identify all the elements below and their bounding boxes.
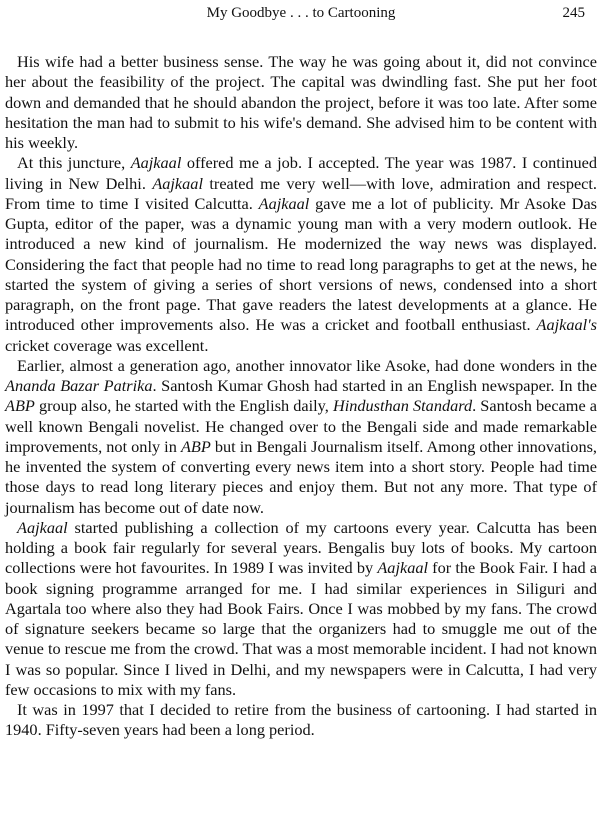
- page-number: 245: [562, 5, 585, 21]
- paragraph: At this juncture, Aajkaal offered me a job. I accepted. The year was 1987. I continued living in New Delhi. Aajkaal treated me very well—with love, admiration and respect. From time to time I visited Calcutta. Aajkaal gave me a lot of publicity. Mr Asoke Das Gupta, editor of the paper, was a dynamic young man with a very modern outlook. He introduced a new kind of journalism. He modernized the way news was displayed. Considering the fact that people had no time to read long paragraphs to get at the news, he started the system of giving a series of short versions of news, condensed into a short paragraph, on the front page. That gave readers the latest developments at a glance. He introduced other improvements also. He was a cricket and football enthusiast. Aajkaal's cricket coverage was excellent.: [5, 153, 598, 355]
- body-text: [5, 52, 597, 741]
- italic-title: Aajkaal: [130, 153, 182, 173]
- italic-title: Aajkaal: [17, 517, 68, 537]
- italic-title: Aajkaal: [377, 558, 428, 578]
- italic-title: Aajkaal's: [536, 315, 597, 335]
- paragraph: Earlier, almost a generation ago, another innovator like Asoke, had done wonders in the Ananda Bazar Patrika. Santosh Kumar Ghosh had started in an English newspaper. In the ABP group also, he started with the English daily, Hindusthan Standard. Santosh became a well known Bengali novelist. He changed over to the Bengali side and made remarkable improvements, not only in ABP but in Bengali Journalism itself. Among other innovations, he invented the system of converting every news item into a short story. People had time those days to read long literary pieces and enjoy them. But not any more. That type of journalism has become out of date now.: [5, 355, 597, 517]
- running-title: My Goodbye . . . to Cartooning: [206, 5, 396, 21]
- italic-title: ABP: [180, 436, 211, 456]
- paragraph: It was in 1997 that I decided to retire from the business of cartooning. I had started in 1940. Fifty-seven years had been a long period.: [5, 700, 597, 740]
- italic-title: Aajkaal: [152, 173, 203, 193]
- running-header: [5, 0, 597, 26]
- italic-title: Ananda Bazar Patrika: [5, 376, 153, 395]
- paragraph: Aajkaal started publishing a collection of my cartoons every year. Calcutta has been holding a book fair regularly for several years. Bengalis buy lots of books. My cartoon collections were hot favourites. In 1989 I was invited by Aajkaal for the Book Fair. I had a book signing programme arranged for me. I had similar experiences in Siliguri and Agartala too where also they had Book Fairs. Once I was mobbed by my fans. The crowd of signature seekers became so large that the organizers had to smuggle me out of the venue to rescue me from the crowd. That was a most memorable incident. I had not known I was so popular. Since I lived in Delhi, and my newspapers were in Calcutta, I had very few occasions to mix with my fans.: [5, 517, 597, 699]
- italic-title: Hindusthan Standard: [332, 396, 473, 416]
- italic-title: ABP: [5, 396, 35, 416]
- paragraph: His wife had a better business sense. The way he was going about it, did not convince her about the feasibility of the project. The capital was dwindling fast. She put her foot down and demanded that he should abandon the project, before it was too late. After some hesitation the man had to submit to his wife's demand. She advised him to be content with his weekly.: [5, 52, 597, 152]
- italic-title: Aajkaal: [258, 193, 310, 213]
